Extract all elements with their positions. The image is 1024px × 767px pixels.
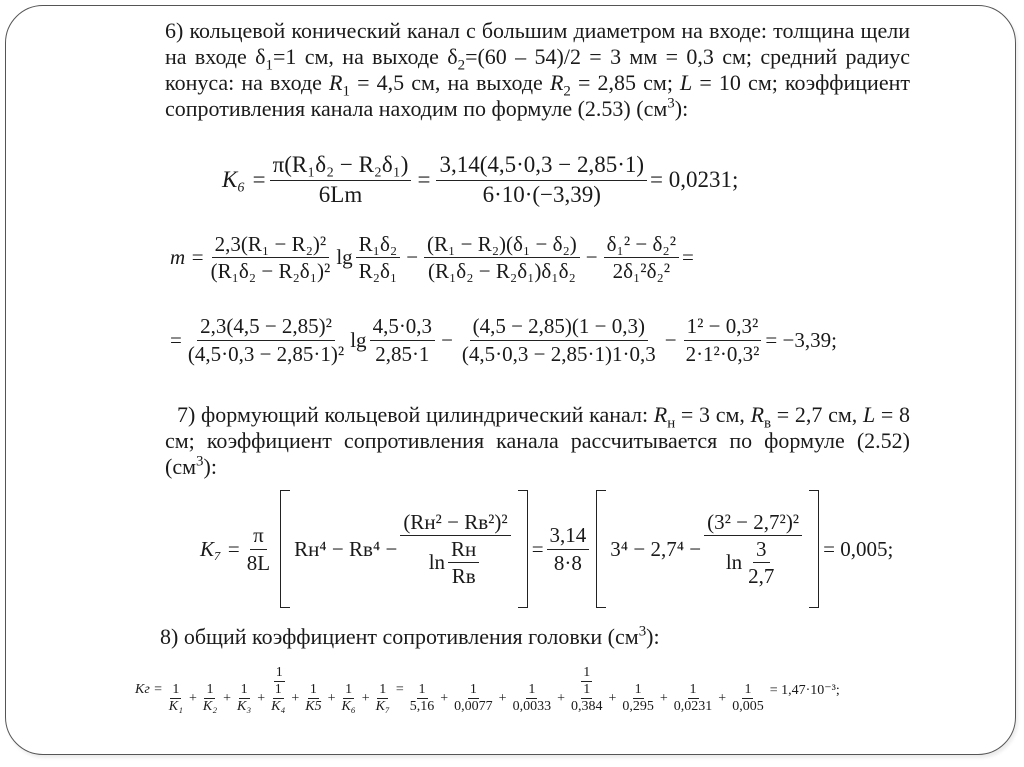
- reciprocal-term: $\frac{1}{\text{K₆}}$: [341, 681, 356, 715]
- k6-symbolic-fraction: $\frac{\text{π(R₁δ₂ − R₂δ₁)}}{6Lm}$: [270, 152, 412, 208]
- reciprocal-term: $\frac{1}{\text{K₄}}$: [271, 681, 286, 715]
- reciprocal-term: $\frac{1}{\text{K₃}}$: [237, 681, 252, 715]
- k6-numeric-fraction: $\frac{3,14(4,5\cdot 0,3 - 2,85\cdot 1)}{6\cdot 10\cdot(-3,39)}$: [436, 152, 647, 208]
- kg-formula: Kг = 1 $\frac{1}{\text{K₁}}$ + $\frac{1}{\text{K₂}}$ + $\frac{1}{\text{K₃}}$ + $\frac{1}{\text{K₄}}$ + $\frac{1}{K5}$ + $\frac{1}{\text{K₆}}$ + $\frac{1}{\text{K₇}}$ = 1 $\frac{1}{5,16}$ + $\frac{1}{0,0077}$ + $\frac{1}{0,0033}$ + $\frac{1}{0,384}$ + $\frac{1}{0,295}$ + $\frac{1}{0,0231}$ + $\frac{1}{0,005}$ = 1,47·10⁻³;: [135, 664, 840, 715]
- m-result: = −3,39;: [765, 327, 837, 352]
- right-bracket: [518, 490, 528, 608]
- plus-sign: +: [608, 690, 617, 706]
- plus-sign: +: [659, 690, 668, 706]
- section-6-text: 6) кольцевой конический канал с большим диаметром на входе: толщина щели на входе $\delta_1=1$ см, на выходе $\delta_2=(60 - 54)/2 = 3$ мм = 0,3 см; средний радиус конуса: на входе $R_1 = 4,5$ см, на выходе $R_2 = 2,85$ см; L = 10 см; коэффициент сопротивления канала находим по формуле (2.53) $(см^3)$:: [165, 18, 911, 121]
- plus-sign: +: [718, 690, 727, 706]
- left-bracket: [596, 490, 606, 608]
- m-formula: m = $\frac{\text{2,3(R₁ − R₂)²}}{\text{(R₁δ₂ − R₂δ₁)²}}$ lg $\frac{\text{R₁δ₂}}{\text{R₂δ₁}}$ − $\frac{\text{(R₁ − R₂)(δ₁ − δ₂)}}{\text{(R₁δ₂ − R₂δ₁)δ₁δ₂}}$ − $\frac{\text{δ₁² − δ₂²}}{\text{2δ₁²δ₂²}}$ =: [170, 231, 694, 283]
- plus-sign: +: [327, 690, 336, 706]
- plus-sign: +: [557, 690, 565, 706]
- k6-result: = 0,0231;: [650, 167, 739, 192]
- reciprocal-term: $\frac{1}{0,384}$: [570, 681, 603, 715]
- section-8-text: 8) общий коэффициент сопротивления головки $(см^3)$:: [160, 623, 660, 649]
- plus-sign: +: [257, 690, 266, 706]
- k7-result: = 0,005;: [823, 536, 894, 561]
- plus-sign: +: [223, 690, 231, 706]
- reciprocal-term: $\frac{1}{0,0231}$: [673, 681, 713, 715]
- section-7-text: 7) формующий кольцевой цилиндрический канал: $R_н = 3$ см, $R_в = 2,7$ см, L = 8 см; коэффициент сопротивления канала рассчитывается по формуле (2.52) $(см^3)$:: [165, 402, 910, 479]
- plus-sign: +: [361, 690, 370, 706]
- left-bracket: [280, 490, 290, 608]
- reciprocal-term: $\frac{1}{0,005}$: [732, 681, 764, 715]
- k7-formula: K₇ = $\frac{\pi}{8L}$ Rн⁴ − Rв⁴ − (Rн² − Rв²)² ln $\frac{Rн}{Rв}$ = $\frac{3,14}{8\cdot 8}$ 3⁴ − 2,7⁴ − (3² − 2,7²)² ln $\frac{3}{2,7}$ = 0,005;: [200, 490, 893, 608]
- reciprocal-term: $\frac{1}{K5}$: [305, 681, 322, 715]
- reciprocal-term: $\frac{1}{0,0033}$: [512, 681, 552, 715]
- plus-sign: +: [291, 690, 300, 706]
- plus-sign: +: [440, 690, 449, 706]
- k6-formula: K₆ = $\frac{\text{π(R₁δ₂ − R₂δ₁)}}{6Lm}$ = $\frac{3,14(4,5\cdot 0,3 - 2,85\cdot 1)}{6\cdot 10\cdot(-3,39)}$ = 0,0231;: [222, 152, 739, 207]
- k6-lhs: K₆ =: [222, 167, 267, 192]
- reciprocal-term: $\frac{1}{\text{K₁}}$: [168, 681, 183, 715]
- plus-sign: +: [498, 690, 507, 706]
- reciprocal-term: $\frac{1}{\text{K₂}}$: [202, 681, 218, 715]
- reciprocal-term: $\frac{1}{0,0077}$: [454, 681, 493, 715]
- m-numeric: = $\frac{\text{2,3(4,5 − 2,85)²}}{\text{(4,5·0,3 − 2,85·1)²}}$ lg $\frac{4,5\cdot 0,3}{2,85\cdot 1}$ − $\frac{(4,5 - 2,85)(1 - 0,3)}{(4,5\cdot 0,3 - 2,85\cdot 1)1\cdot 0,3}$ − $\frac{\text{1² − 0,3²}}{\text{2·1²·0,3²}}$ = −3,39;: [170, 314, 837, 366]
- reciprocal-term: $\frac{1}{\text{K₇}}$: [375, 681, 390, 715]
- kg-numeric-fraction: 1 $\frac{1}{5,16}$ + $\frac{1}{0,0077}$ + $\frac{1}{0,0033}$ + $\frac{1}{0,384}$ + $\frac{1}{0,295}$ + $\frac{1}{0,0231}$ + $\frac{1}{0,005}$: [409, 664, 764, 715]
- kg-symbolic-fraction: 1 $\frac{1}{\text{K₁}}$ + $\frac{1}{\text{K₂}}$ + $\frac{1}{\text{K₃}}$ + $\frac{1}{\text{K₄}}$ + $\frac{1}{K5}$ + $\frac{1}{\text{K₆}}$ + $\frac{1}{\text{K₇}}$: [168, 664, 390, 715]
- kg-result: = 1,47·10⁻³;: [769, 682, 840, 698]
- plus-sign: +: [188, 690, 197, 706]
- reciprocal-term: $\frac{1}{0,295}$: [622, 681, 654, 715]
- reciprocal-term: $\frac{1}{5,16}$: [409, 681, 435, 715]
- right-bracket: [809, 490, 819, 608]
